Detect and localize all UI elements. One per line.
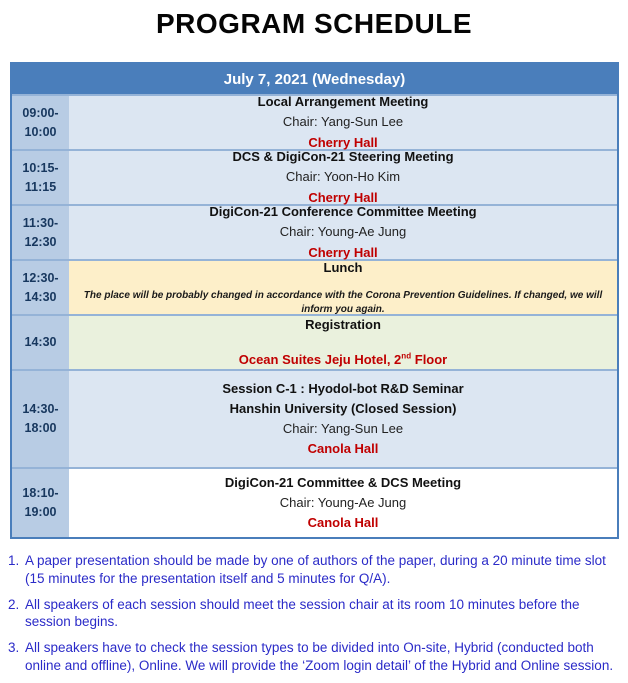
session-title: Lunch [323,259,363,275]
time-text: 19:00 [24,505,57,519]
schedule-date-header: July 7, 2021 (Wednesday) [12,64,617,94]
footnote-item [8,552,621,588]
time-text: 09:00- [22,105,59,120]
footnote-number: 2. [8,596,20,612]
page-title: PROGRAM SCHEDULE [155,8,472,39]
schedule-row [12,369,617,467]
session-chair: Chair: Yang-Sun Lee [282,421,404,436]
session-hall: Canola Hall [307,515,379,531]
session-title: DigiCon-21 Committee & DCS Meeting [224,474,462,490]
time-cell [12,96,69,149]
footnotes [8,552,621,683]
footnote-item [8,596,621,632]
schedule-row [12,94,617,149]
time-text: 14:30 [24,335,57,350]
time-cell [12,151,69,204]
time-text: 11:15 [24,179,57,194]
time-text: 18:10- [22,486,59,501]
footnote-text: All speakers have to check the session types to be divided into On-site, Hybrid (conducted both online and offline), Online. We will provide the ‘Zoom login detail’ of the Hybrid and Online session. [25,640,614,674]
footnote-text: All speakers of each session should meet the session chair at its room 10 minutes before the session begins. [25,596,580,630]
session-hall [239,350,448,370]
schedule-body [12,94,617,537]
schedule-row [12,149,617,204]
footnote-number: 3. [8,640,20,656]
session-title: Hanshin University (Closed Session) [229,400,457,416]
time-text: 14:30- [22,402,59,417]
session-chair: Chair: Young-Ae Jung [279,494,407,510]
session-title: Session C-1 : Hyodol-bot R&D Seminar [222,380,464,396]
session-hall: Cherry Hall [308,244,378,260]
session-hall-text: Ocean Suites Jeju Hotel, 2 [238,351,402,367]
time-text: 12:30- [22,270,59,285]
session-cell [69,96,617,149]
time-text: 10:15- [22,160,59,175]
session-cell [69,371,617,467]
time-cell [12,371,69,467]
time-cell [12,469,69,537]
session-note: The place will be probably changed in accordance with the Corona Prevention Guidelines. If changed, we will inform you again. [83,290,603,316]
schedule-row [12,314,617,369]
time-text: 14:30 [24,289,57,304]
time-text: 18:00 [24,421,57,435]
ordinal-suffix: nd [401,351,412,361]
time-text: 10:00 [24,124,57,139]
time-text: 12:30 [24,234,57,249]
time-cell [12,261,69,314]
time-cell [12,206,69,259]
schedule-row [12,259,617,314]
session-chair: Chair: Yang-Sun Lee [282,114,404,130]
session-title: DigiCon-21 Conference Committee Meeting [209,204,477,220]
session-title: Local Arrangement Meeting [257,94,429,110]
time-cell [12,316,69,369]
session-cell [69,469,617,537]
schedule-row [12,204,617,259]
session-title: Registration [305,317,381,333]
schedule-table [10,62,619,539]
session-cell [69,151,617,204]
footnote-text: A paper presentation should be made by one of authors of the paper, during a 20 minute time slot (15 minutes for the presentation itself and 5 minutes for Q/A). [25,553,606,586]
session-hall: Cherry Hall [308,134,378,150]
schedule-row [12,467,617,537]
session-hall: Canola Hall [307,441,379,457]
session-hall: Cherry Hall [308,189,378,205]
footnote-number: 1. [8,553,20,568]
time-text: 11:30- [22,215,59,230]
session-cell [69,316,617,369]
session-cell [69,261,617,314]
session-chair: Chair: Young-Ae Jung [279,224,407,240]
footnote-item [8,639,621,675]
session-title: DCS & DigiCon-21 Steering Meeting [232,149,454,165]
session-cell [69,206,617,259]
session-chair: Chair: Yoon-Ho Kim [285,169,401,185]
session-hall-text: Floor [411,351,448,367]
